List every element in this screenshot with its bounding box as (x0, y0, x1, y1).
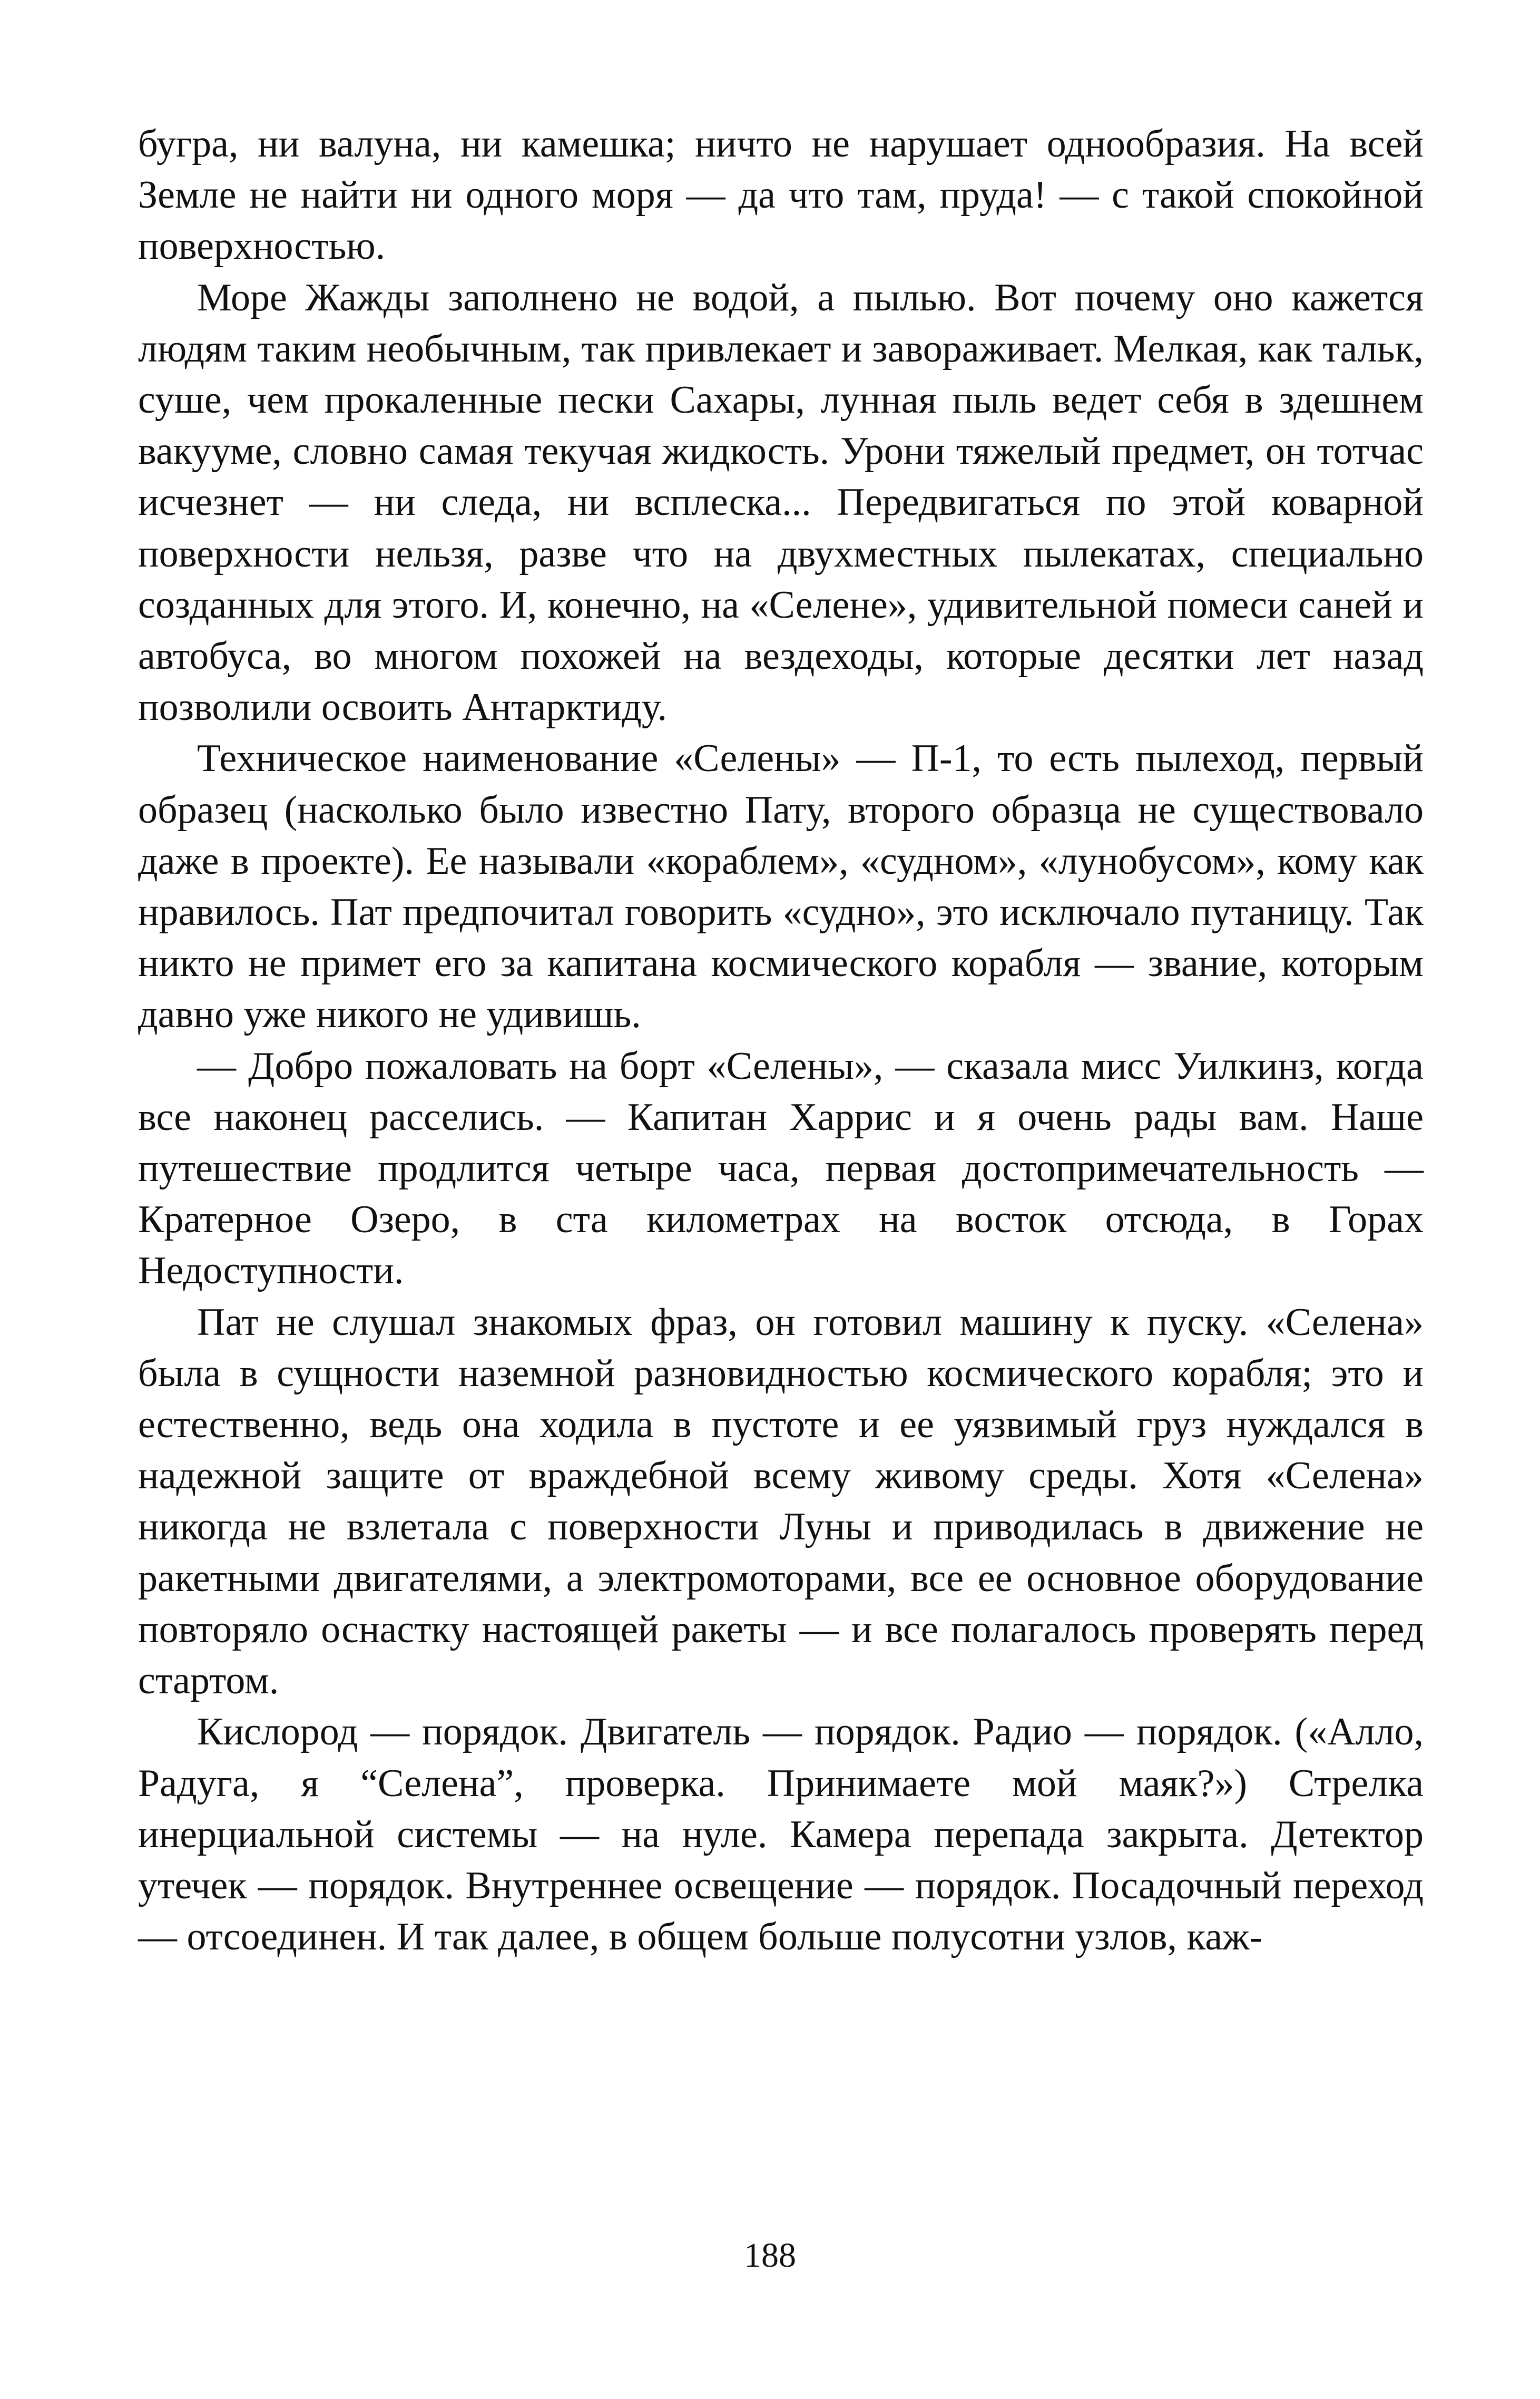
paragraph-3: Техническое наименование «Селены» — П-1, то есть пылеход, первый образец (насколько было известно Пату, второго образца не существовало даже в проекте). Ее называли «кораблем», «судном», «лунобусом», кому как нравилось. Пат предпочитал говорить «судно», это исключало путаницу. Так никто не примет его за капитана космического корабля — звание, которым давно уже никого не удивишь. (138, 737, 1424, 1037)
paragraph-5: Пат не слушал знакомых фраз, он готовил машину к пуску. «Селена» была в сущности наземной разновидностью космического корабля; это и естественно, ведь она ходила в пустоте и ее уязвимый груз нуждался в надежной защите от враждебной всему живому среды. Хотя «Селена» никогда не взлетала с поверхности Луны и приводилась в движение не ракетными двигателями, а электромоторами, все ее основное оборудование повторяло оснастку настоящей ракеты — и все полагалось проверять перед стартом. (138, 1300, 1424, 1703)
paragraph-2: Море Жажды заполнено не водой, а пылью. Вот почему оно кажется людям таким необычным, так привлекает и завораживает. Мелкая, как тальк, суше, чем прокаленные пески Сахары, лунная пыль ведет себя в здешнем вакууме, словно самая текучая жидкость. Урони тяжелый предмет, он тотчас исчезнет — ни следа, ни всплеска... Передвигаться по этой коварной поверхности нельзя, разве что на двухместных пылекатах, специально созданных для этого. И, конечно, на «Селене», удивительной помеси саней и автобуса, во многом похожей на вездеходы, которые десятки лет назад позволили освоить Антарктиду. (138, 276, 1424, 729)
paragraph-1: бугра, ни валуна, ни камешка; ничто не нарушает однообразия. На всей Земле не найти ни одного моря — да что там, пруда! — с такой спокойной поверхностью. (138, 122, 1424, 268)
page-number: 188 (744, 2236, 796, 2275)
paragraph-4: — Добро пожаловать на борт «Селены», — сказала мисс Уилкинз, когда все наконец расселись. — Капитан Харрис и я очень рады вам. Наше путешествие продлится четыре часа, первая достопримечательность — Кратерное Озеро, в ста километрах на восток отсюда, в Горах Недоступности. (138, 1044, 1424, 1293)
paragraph-6: Кислород — порядок. Двигатель — порядок. Радио — порядок. («Алло, Радуга, я “Селена”, проверка. Принимаете мой маяк?») Стрелка инерциальной системы — на нуле. Камера перепада закрыта. Детектор утечек — порядок. Внутреннее освещение — порядок. Посадочный переход — отсоединен. И так далее, в общем больше полусотни узлов, каж- (138, 1710, 1424, 1959)
body-text (138, 119, 1424, 1963)
